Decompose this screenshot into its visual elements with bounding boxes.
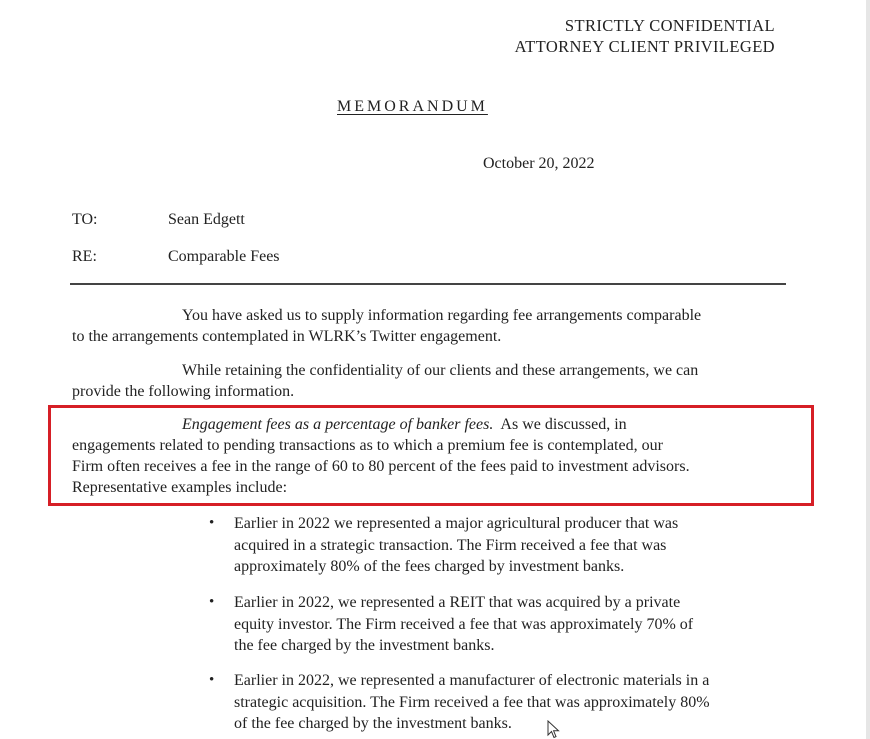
bullet-1-dot: • bbox=[209, 515, 215, 531]
para3-line1-rest: As we discussed, in bbox=[493, 416, 627, 433]
to-value: Sean Edgett bbox=[168, 211, 245, 228]
memo-date: October 20, 2022 bbox=[483, 155, 595, 172]
page-edge bbox=[866, 0, 870, 739]
bullet-3-text bbox=[234, 670, 774, 735]
bullet-2-line3: the fee charged by the investment banks. bbox=[234, 637, 495, 654]
re-value: Comparable Fees bbox=[168, 248, 280, 265]
bullet-2-dot: • bbox=[209, 594, 215, 610]
bullet-2-text bbox=[234, 592, 774, 657]
bullet-3-line2: strategic acquisition. The Firm received a fee that was approximately 80% bbox=[234, 693, 710, 711]
para1-line1: You have asked us to supply information regarding fee arrangements comparable bbox=[182, 307, 702, 324]
para3-line3: Firm often receives a fee in the range of 60 to 80 percent of the fees paid to investment advisors. bbox=[72, 458, 690, 475]
para2-line2: provide the following information. bbox=[72, 383, 295, 400]
bullet-3-line1: Earlier in 2022, we represented a manufacturer of electronic materials in a bbox=[234, 672, 710, 689]
bullet-1-line1: Earlier in 2022 we represented a major agricultural producer that was bbox=[234, 515, 679, 532]
privileged-label: ATTORNEY CLIENT PRIVILEGED bbox=[514, 37, 775, 56]
para3-line1 bbox=[182, 416, 627, 434]
header-divider bbox=[70, 283, 786, 285]
bullet-2-line1: Earlier in 2022, we represented a REIT that was acquired by a private bbox=[234, 594, 681, 611]
para3-line4: Representative examples include: bbox=[72, 479, 288, 496]
memo-title: MEMORANDUM bbox=[337, 98, 488, 115]
bullet-1-text bbox=[234, 513, 774, 578]
confidential-label: STRICTLY CONFIDENTIAL bbox=[564, 16, 775, 35]
re-label: RE: bbox=[72, 248, 97, 265]
para3-line2: engagements related to pending transactions as to which a premium fee is contemplated, our bbox=[72, 437, 663, 454]
para3-heading: Engagement fees as a percentage of banker fees. bbox=[182, 416, 494, 433]
mouse-pointer-icon bbox=[547, 720, 561, 739]
para1-line2: to the arrangements contemplated in WLRK’s Twitter engagement. bbox=[72, 328, 502, 345]
bullet-2-line2: equity investor. The Firm received a fee that was approximately 70% of bbox=[234, 615, 694, 633]
bullet-3-dot: • bbox=[209, 672, 215, 688]
bullet-3-line3: of the fee charged by the investment banks. bbox=[234, 715, 512, 732]
to-label: TO: bbox=[72, 211, 98, 228]
bullet-1-line2: acquired in a strategic transaction. The Firm received a fee that was bbox=[234, 536, 667, 554]
bullet-1-line3: approximately 80% of the fees charged by investment banks. bbox=[234, 558, 625, 575]
para2-line1: While retaining the confidentiality of our clients and these arrangements, we can bbox=[182, 362, 699, 379]
